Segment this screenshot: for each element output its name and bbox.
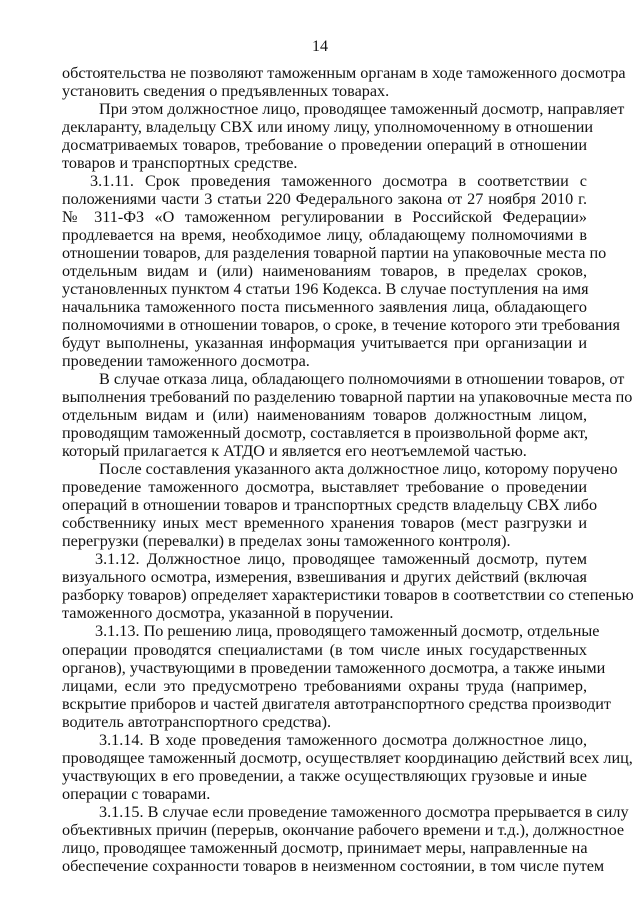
paragraph (62, 460, 618, 551)
text-line: разборку товаров) определяет характеристики товаров в соответствии со степенью (62, 586, 634, 605)
paragraph (62, 64, 626, 101)
text-line: водитель автотранспортного средства). (62, 712, 332, 731)
text-line: который прилагается к АТДО и является его неотъемлемой частью. (62, 442, 527, 461)
text-line: досматриваемых товаров, требование о проведении операций в отношении (62, 136, 587, 155)
text-line: операции проводятся специалистами (в том числе иных государственных (62, 640, 587, 659)
text-line: начальника таможенного поста письменного заявления лица, обладающего (62, 298, 587, 317)
document-body (62, 64, 634, 875)
page-number: 14 (312, 38, 328, 55)
text-line: органов), участвующими в проведении таможенного досмотра, а также иными (62, 658, 606, 677)
text-line: 3.1.12. Должностное лицо, проводящее таможенный досмотр, путем (95, 550, 587, 569)
text-line: операций в отношении товаров и транспортных средств владельцу СВХ либо (62, 496, 598, 515)
text-line: участвующих в его проведении, а также осуществляющих грузовые и иные (62, 766, 587, 785)
text-line: операции с товарами. (62, 784, 211, 803)
text-line: отдельным видам и (или) наименованиям товаров должностным лицом, (62, 406, 587, 425)
text-line: проведении таможенного досмотра. (62, 352, 310, 371)
paragraph (62, 730, 633, 803)
text-line: После составления указанного акта должностное лицо, которому поручено (99, 460, 618, 479)
text-line: установленных пунктом 4 статьи 196 Кодекса. В случае поступления на имя (62, 280, 589, 299)
text-line: товаров и транспортных средстве. (62, 154, 298, 173)
paragraph (62, 370, 633, 461)
text-line: выполнения требований по разделению товарной партии на упаковочные места по (62, 388, 633, 407)
text-line: отношении товаров, для разделения товарной партии на упаковочные места по (62, 244, 607, 263)
text-line: проведение таможенного досмотра, выставляет требование о проведении (62, 478, 587, 497)
text-line: продлевается на время, необходимое лицу, обладающему полномочиями в (62, 226, 587, 245)
text-line: обеспечение сохранности товаров в неизменном состоянии, в том числе путем (62, 856, 605, 875)
text-line: перегрузки (перевалки) в пределах зоны таможенного контроля). (62, 532, 511, 551)
text-line: лицами, если это предусмотрено требованиями охраны труда (например, (62, 676, 587, 695)
text-line: обстоятельства не позволяют таможенным органам в ходе таможенного досмотра (62, 64, 626, 82)
text-line: 3.1.14. В ходе проведения таможенного досмотра должностное лицо, (99, 730, 587, 749)
text-line: таможенного досмотра, указанной в поручении. (62, 604, 394, 623)
paragraph (62, 622, 611, 731)
paragraph (62, 802, 629, 875)
paragraph (62, 100, 625, 173)
text-line: декларанту, владельцу СВХ или иному лицу, уполномоченному в отношении (62, 118, 594, 137)
text-line: будут выполнены, указанная информация учитывается при организации и (62, 334, 587, 353)
text-line: При этом должностное лицо, проводящее таможенный досмотр, направляет (99, 100, 625, 119)
text-line: 3.1.13. По решению лица, проводящего таможенный досмотр, отдельные (95, 622, 600, 641)
paragraph (62, 550, 634, 623)
text-line: объективных причин (перерыв, окончание рабочего времени и т.д.), должностное (62, 820, 625, 839)
text-line: визуального осмотра, измерения, взвешивания и других действий (включая (62, 568, 587, 587)
text-line: лицо, проводящее таможенный досмотр, принимает меры, направленные на (62, 838, 588, 857)
text-line: установить сведения о предъявленных товарах. (62, 82, 390, 101)
text-line: В случае отказа лица, обладающего полномочиями в отношении товаров, от (99, 370, 625, 389)
text-line: положениями части 3 статьи 220 Федерального закона от 27 ноября 2010 г. (62, 190, 587, 209)
text-line: проводящим таможенный досмотр, составляется в произвольной форме акт, (62, 424, 589, 443)
text-line: № 311-ФЗ «О таможенном регулировании в Российской Федерации» (62, 208, 587, 227)
paragraph (62, 172, 620, 371)
text-line: полномочиями в отношении товаров, о сроке, в течение которого эти требования (62, 316, 620, 335)
text-line: собственнику иных мест временного хранения товаров (мест разгрузки и (62, 514, 587, 533)
text-line: 3.1.11. Срок проведения таможенного досмотра в соответствии с (90, 172, 587, 191)
text-line: проводящее таможенный досмотр, осуществляет координацию действий всех лиц, (62, 748, 633, 767)
text-line: 3.1.15. В случае если проведение таможенного досмотра прерывается в силу (99, 802, 629, 821)
text-line: отдельным видам и (или) наименованиям товаров, в пределах сроков, (62, 262, 587, 281)
text-line: вскрытие приборов и частей двигателя автотранспортного средства производит (62, 694, 611, 713)
